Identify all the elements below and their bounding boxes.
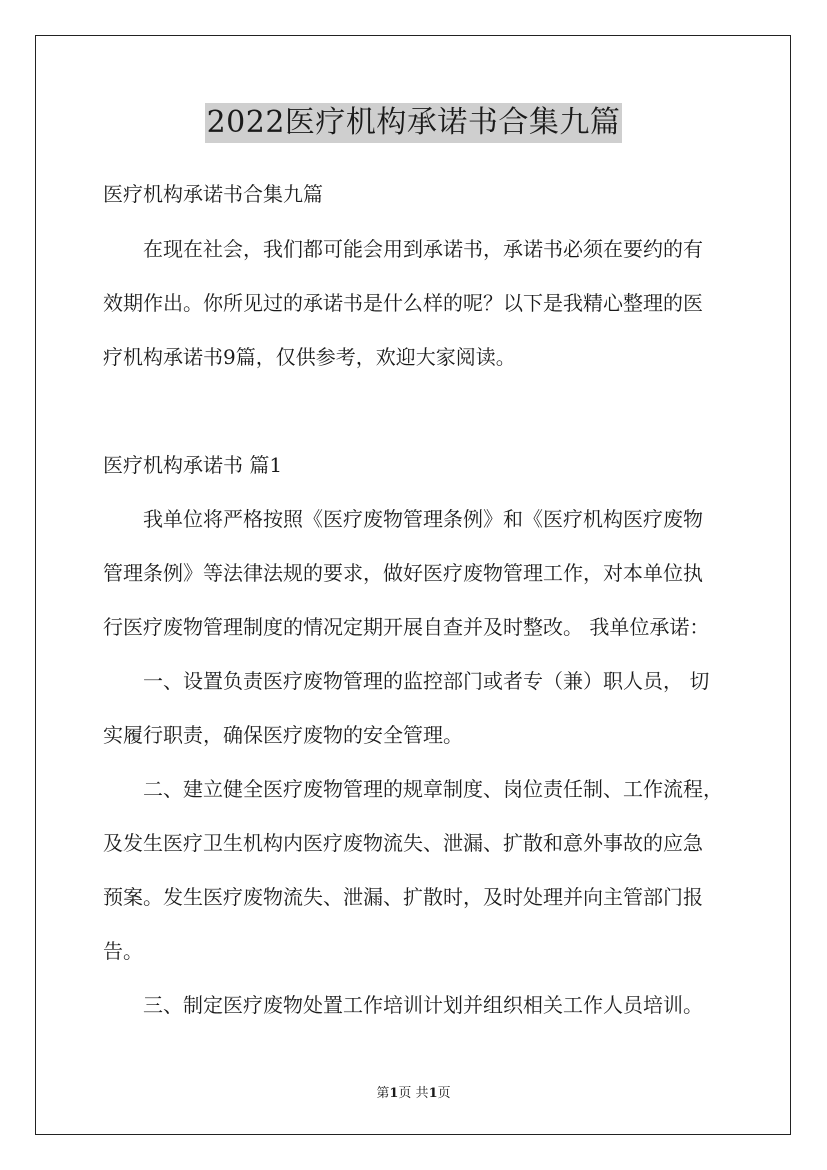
body-line: 管理条例》等法律法规的要求，做好医疗废物管理工作，对本单位执 [103,561,703,585]
body-line: 预案。发生医疗废物流失、泄漏、扩散时，及时处理并向主管部门报 [103,885,703,909]
body-line: 二、建立健全医疗废物管理的规章制度、岗位责任制、工作流程， [143,777,723,801]
title-container [0,103,827,143]
intro-line: 效期作出。你所见过的承诺书是什么样的呢？以下是我精心整理的医 [103,291,703,315]
body-line: 一、设置负责医疗废物管理的监控部门或者专（兼）职人员， 切 [143,669,710,693]
body-line: 告。 [103,939,143,963]
page-footer [0,1082,827,1101]
intro-line: 疗机构承诺书9篇，仅供参考，欢迎大家阅读。 [103,345,516,369]
footer-page-number: 1 [389,1086,399,1101]
body-line: 实履行职责，确保医疗废物的安全管理。 [103,723,463,747]
body-line: 我单位将严格按照《医疗废物管理条例》和《医疗机构医疗废物 [143,507,703,531]
document-subtitle: 医疗机构承诺书合集九篇 [103,182,323,206]
section-heading: 医疗机构承诺书 篇1 [103,453,283,477]
footer-page-total: 1 [428,1086,438,1101]
intro-line: 在现在社会，我们都可能会用到承诺书，承诺书必须在要约的有 [143,237,703,261]
footer-prefix: 第 [376,1086,390,1101]
footer-mid: 页 共 [398,1086,429,1101]
document-title: 2022医疗机构承诺书合集九篇 [205,103,623,143]
body-line: 行医疗废物管理制度的情况定期开展自查并及时整改。 我单位承诺： [103,615,710,639]
footer-suffix: 页 [437,1086,451,1101]
body-line: 及发生医疗卫生机构内医疗废物流失、泄漏、扩散和意外事故的应急 [103,831,703,855]
body-line: 三、制定医疗废物处置工作培训计划并组织相关工作人员培训。 [143,993,703,1017]
